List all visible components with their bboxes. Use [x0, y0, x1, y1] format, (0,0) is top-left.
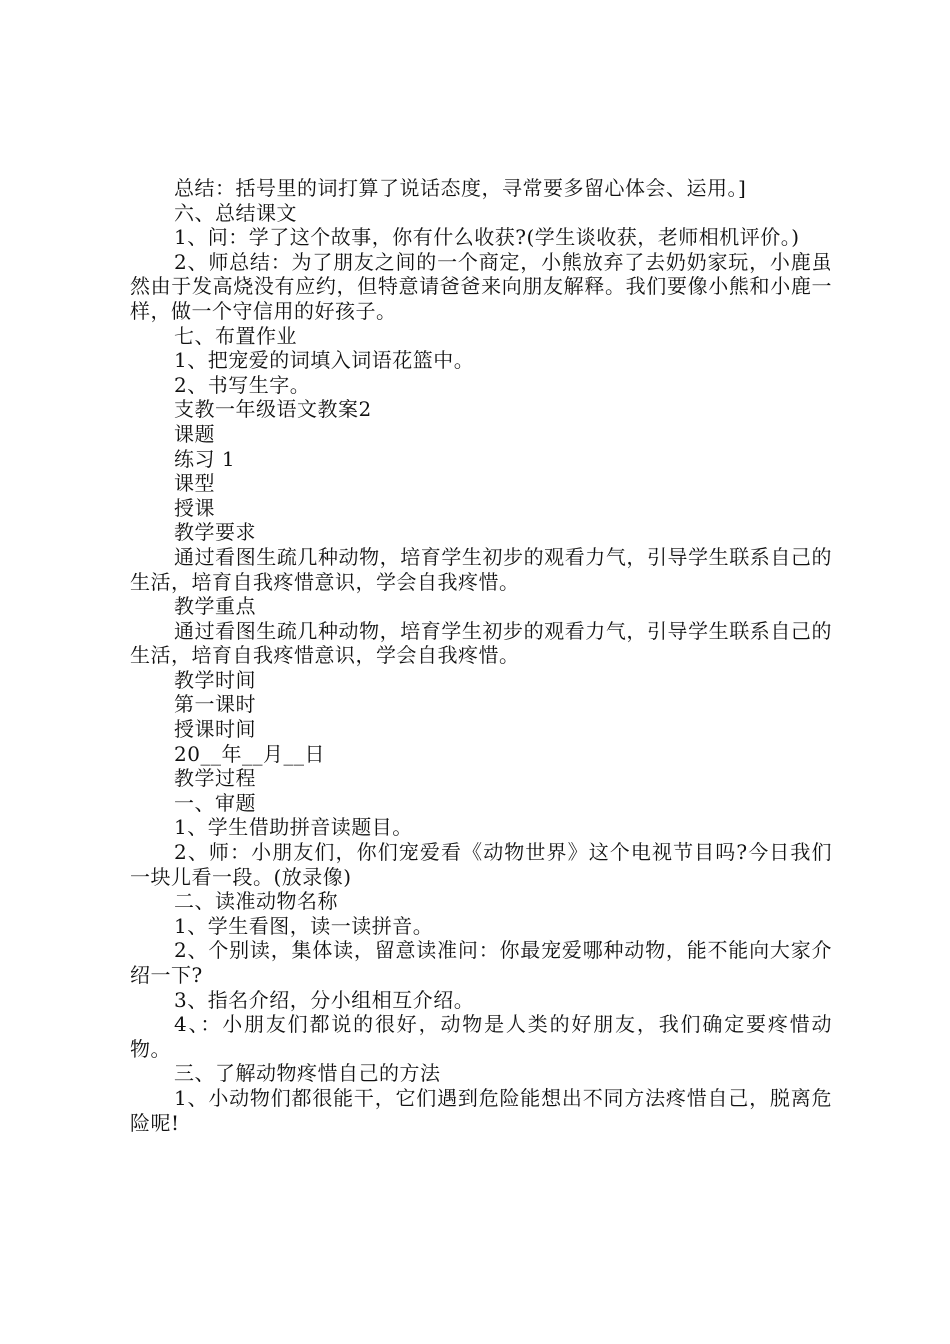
document-title: 支教一年级语文教案2 — [174, 397, 372, 422]
list-item: 1、把宠爱的词填入词语花篮中。 — [174, 348, 475, 373]
field-value: 授课 — [174, 495, 215, 520]
list-item: 1、学生看图，读一读拼音。 — [174, 913, 434, 938]
summary-note: 总结：括号里的词打算了说话态度，寻常要多留心体会、运用。] — [174, 176, 747, 200]
field-value: 第一课时 — [174, 692, 256, 717]
list-item: 2、书写生字。 — [174, 372, 311, 397]
field-label: 课型 — [174, 471, 215, 496]
field-value: 20__年__月__日 — [174, 741, 325, 766]
section-heading: 六、总结课文 — [174, 200, 297, 225]
section-heading: 七、布置作业 — [174, 323, 297, 348]
paragraph: 2、师总结：为了朋友之间的一个商定，小熊放弃了去奶奶家玩，小鹿虽然由于发高烧没有应约，但特意请爸爸来向朋友解释。我们要像小熊和小鹿一样，做一个守信用的好孩子。 — [130, 249, 832, 323]
section-heading: 三、了解动物疼惜自己的方法 — [174, 1061, 441, 1086]
field-label: 教学重点 — [174, 594, 256, 619]
field-label: 教学要求 — [174, 520, 256, 545]
field-label: 课题 — [174, 421, 215, 446]
field-value: 通过看图生疏几种动物，培育学生初步的观看力气，引导学生联系自己的生活，培育自我疼惜意识，学会自我疼惜。 — [130, 544, 832, 594]
list-item: 2、师：小朋友们，你们宠爱看《动物世界》这个电视节目吗?今日我们一块儿看一段。(放录像) — [130, 840, 832, 889]
list-item: 4、：小朋友们都说的很好，动物是人类的好朋友，我们确定要疼惜动物。 — [130, 1012, 832, 1061]
section-heading: 二、读准动物名称 — [174, 889, 338, 914]
field-value: 通过看图生疏几种动物，培育学生初步的观看力气，引导学生联系自己的生活，培育自我疼惜意识，学会自我疼惜。 — [130, 618, 832, 668]
field-label: 教学过程 — [174, 766, 256, 791]
section-heading: 一、审题 — [174, 790, 256, 815]
field-label: 授课时间 — [174, 717, 256, 742]
field-value: 练习 1 — [174, 446, 236, 471]
list-item: 3、指名介绍，分小组相互介绍。 — [174, 987, 475, 1012]
list-item: 2、个别读，集体读，留意读准问：你最宠爱哪种动物，能不能向大家介绍一下? — [130, 938, 832, 987]
document-page — [130, 176, 832, 1135]
list-item: 1、学生借助拼音读题目。 — [174, 815, 413, 840]
list-item: 1、小动物们都很能干，它们遇到危险能想出不同方法疼惜自己，脱离危险呢! — [130, 1085, 832, 1135]
paragraph: 1、问：学了这个故事，你有什么收获?(学生谈收获，老师相机评价。) — [174, 225, 800, 250]
field-label: 教学时间 — [174, 667, 256, 692]
